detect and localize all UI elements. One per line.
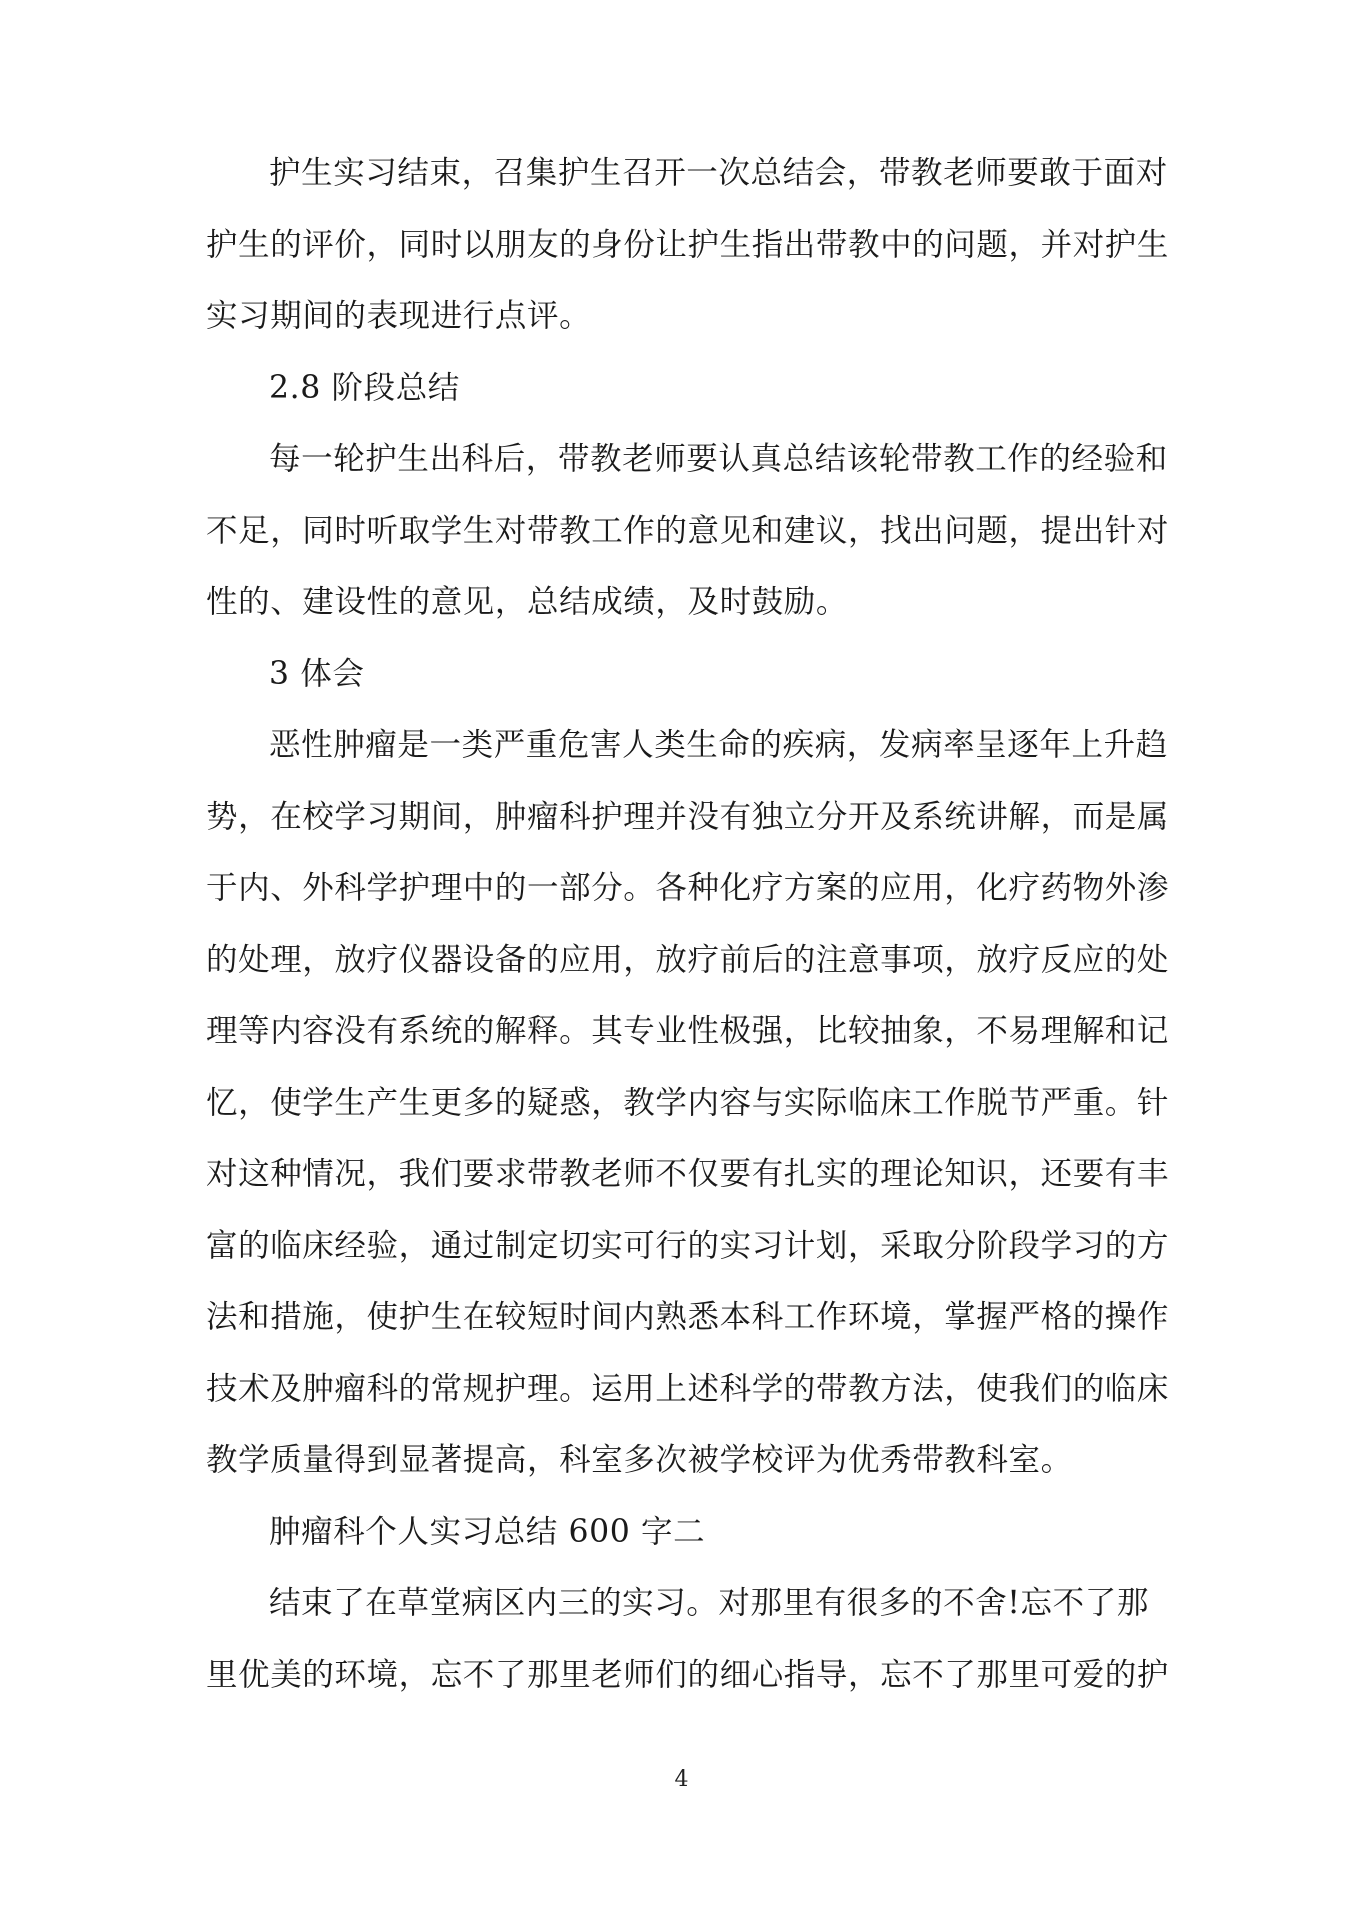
text-line: 技术及肿瘤科的常规护理。运用上述科学的带教方法，使我们的临床: [206, 1370, 1170, 1407]
text-line: 势，在校学习期间，肿瘤科护理并没有独立分开及系统讲解，而是属: [206, 798, 1170, 835]
text-line: 教学质量得到显著提高，科室多次被学校评为优秀带教科室。: [206, 1442, 1073, 1478]
text-line: 每一轮护生出科后，带教老师要认真总结该轮带教工作的经验和: [269, 441, 1168, 477]
text-line: 的处理，放疗仪器设备的应用，放疗前后的注意事项，放疗反应的处: [206, 941, 1170, 978]
text-line: 护生的评价，同时以朋友的身份让护生指出带教中的问题，并对护生: [206, 226, 1170, 263]
paragraph-experience: [206, 710, 1174, 1497]
paragraph-internship-end: [206, 1568, 1174, 1711]
text-line: 对这种情况，我们要求带教老师不仅要有扎实的理论知识，还要有丰: [206, 1156, 1170, 1192]
paragraph-stage-summary: [206, 424, 1174, 639]
text-line: 护生实习结束，召集护生召开一次总结会，带教老师要敢于面对: [269, 155, 1168, 191]
text-line: 结束了在草堂病区内三的实习。对那里有很多的不舍!忘不了那: [269, 1585, 1149, 1621]
text-line: 于内、外科学护理中的一部分。各种化疗方案的应用，化疗药物外渗: [206, 870, 1170, 906]
text-line: 法和措施，使护生在较短时间内熟悉本科工作环境，掌握严格的操作: [206, 1299, 1170, 1335]
paragraph-summary-meeting: [206, 138, 1174, 353]
page-number: 4: [674, 1767, 689, 1792]
text-line: 里优美的环境，忘不了那里老师们的细心指导，忘不了那里可爱的护: [206, 1656, 1170, 1693]
document-body: [206, 138, 1174, 1711]
text-line: 忆，使学生产生更多的疑惑，教学内容与实际临床工作脱节严重。针: [206, 1084, 1170, 1121]
text-line: 不足，同时听取学生对带教工作的意见和建议，找出问题，提出针对: [206, 512, 1170, 549]
text-line: 理等内容没有系统的解释。其专业性极强，比较抽象，不易理解和记: [206, 1013, 1170, 1049]
text-line: 性的、建设性的意见，总结成绩，及时鼓励。: [206, 584, 849, 620]
section-heading-2-8: 2.8 阶段总结: [269, 369, 460, 406]
section-heading-3: 3 体会: [269, 655, 365, 692]
section-heading-summary-two: 肿瘤科个人实习总结 600 字二: [269, 1513, 706, 1550]
text-line: 富的临床经验，通过制定切实可行的实习计划，采取分阶段学习的方: [206, 1227, 1170, 1264]
text-line: 恶性肿瘤是一类严重危害人类生命的疾病，发病率呈逐年上升趋: [269, 727, 1168, 763]
text-line: 实习期间的表现进行点评。: [206, 298, 592, 334]
